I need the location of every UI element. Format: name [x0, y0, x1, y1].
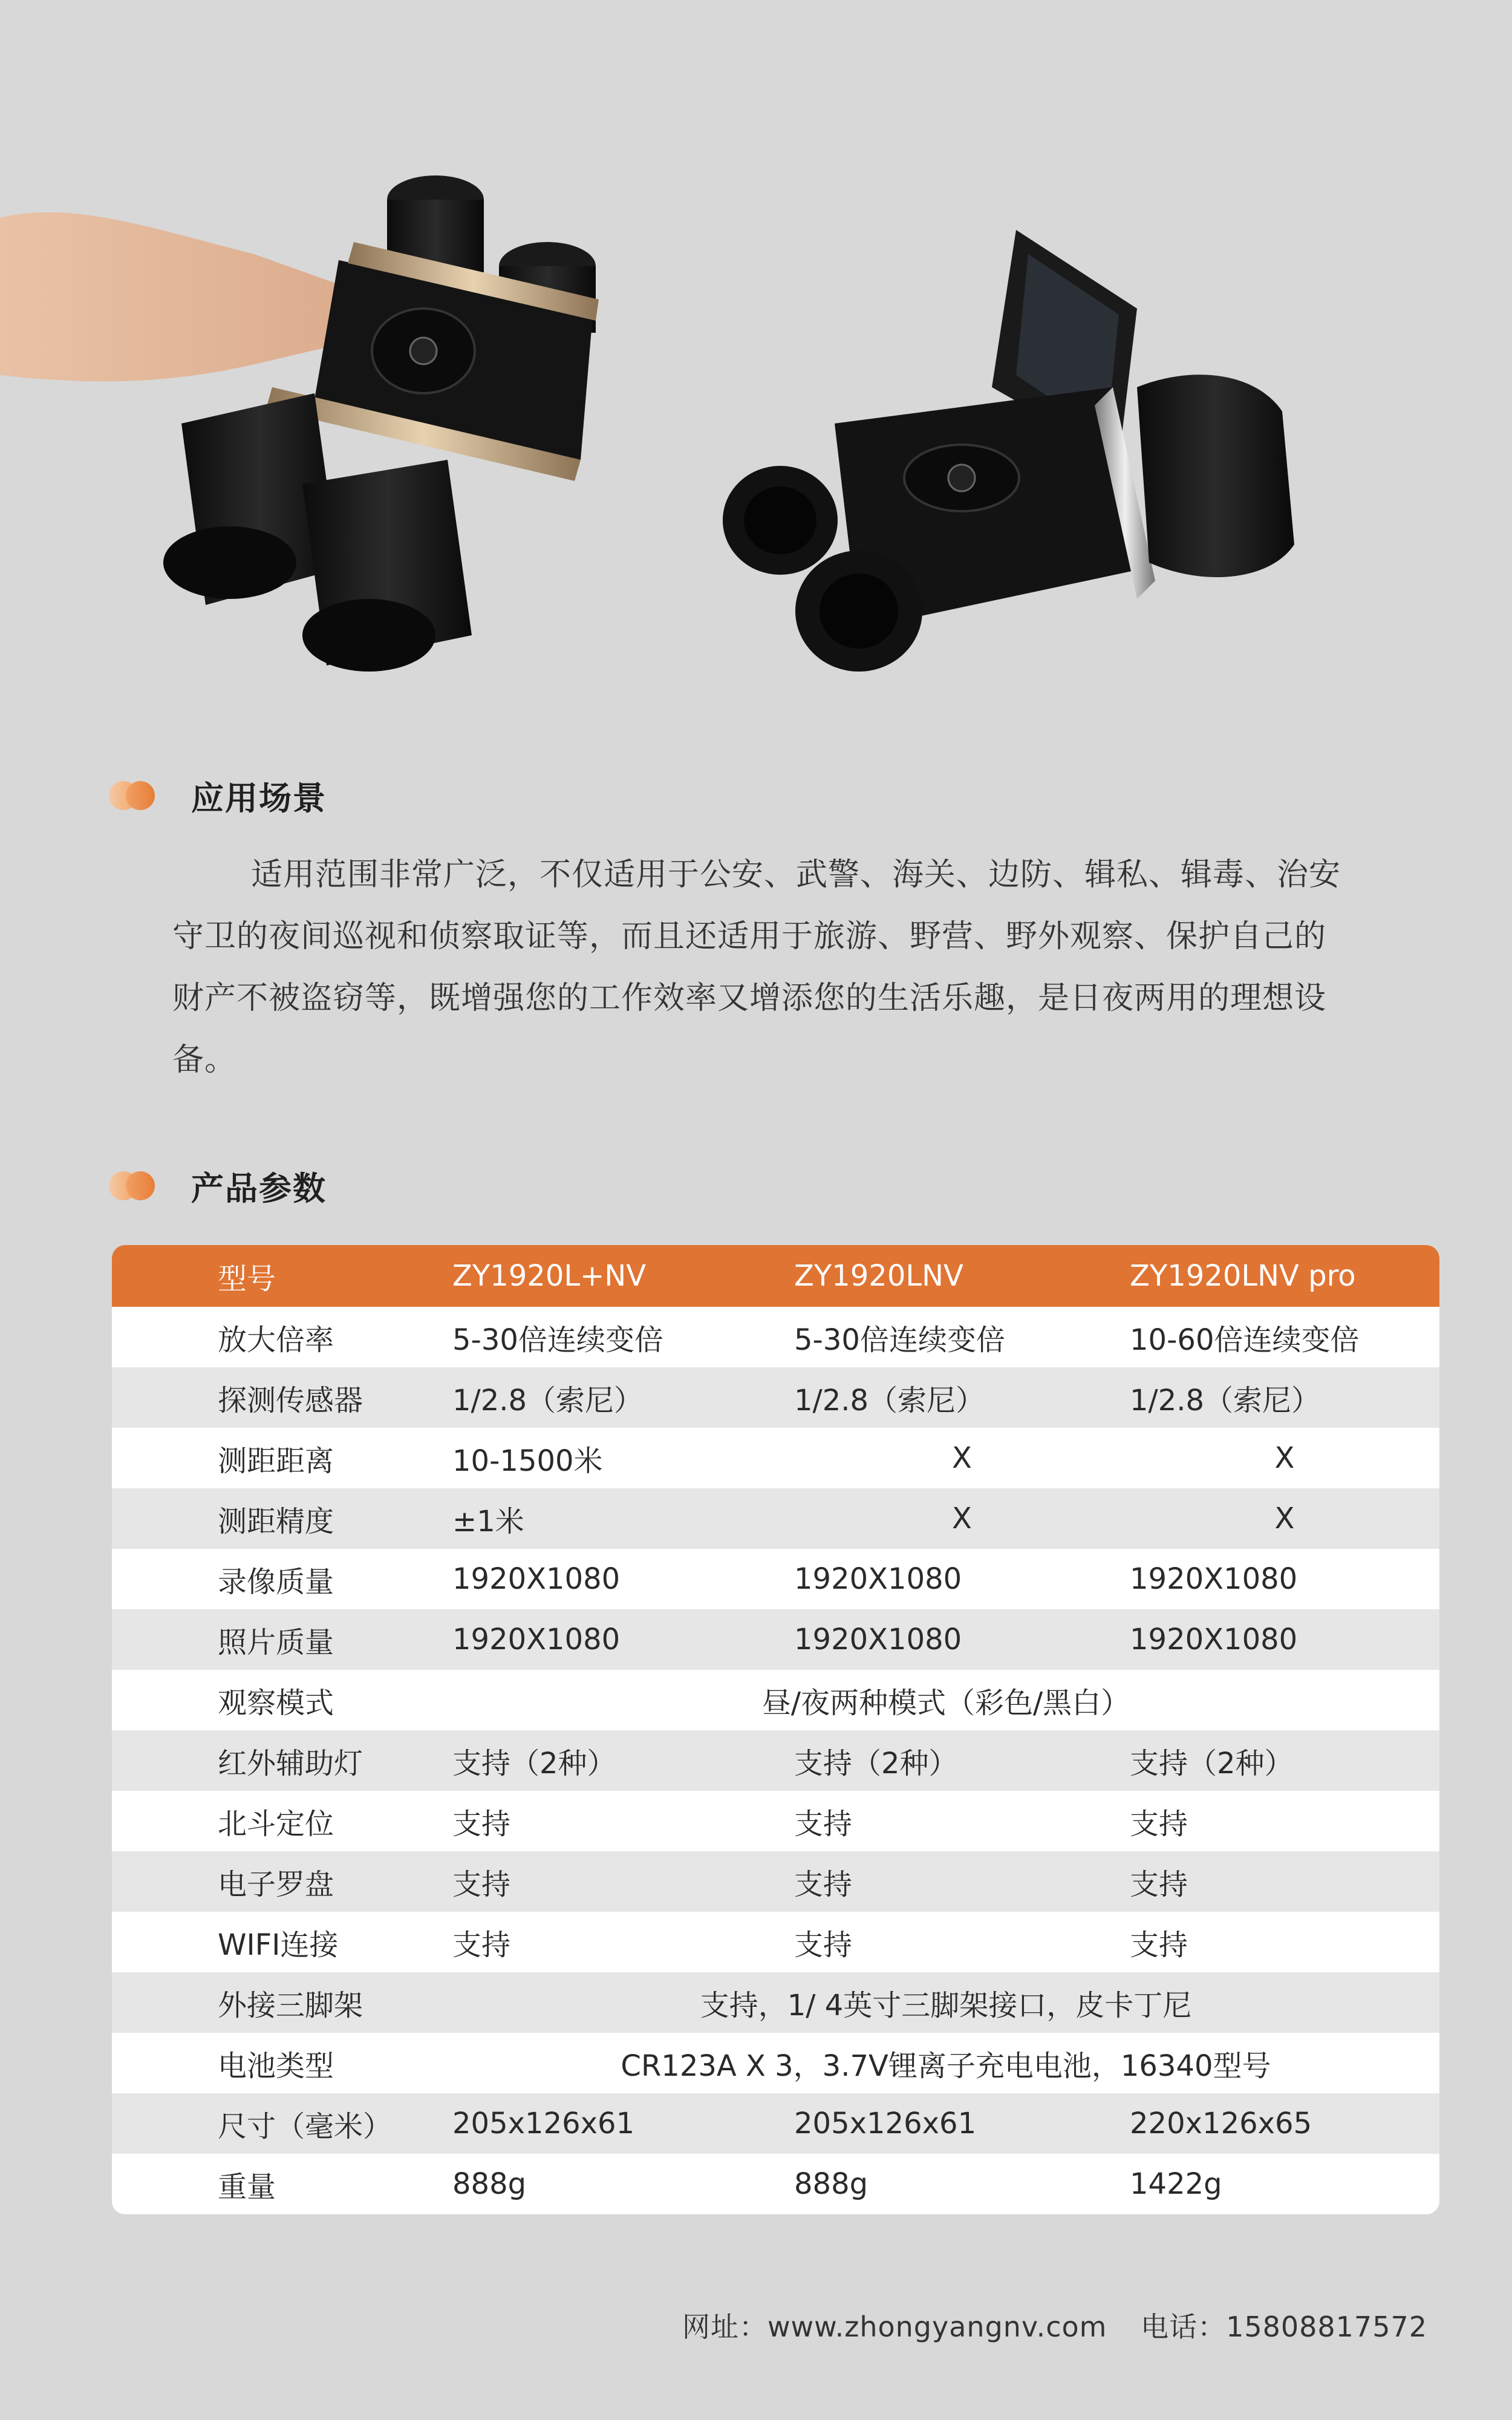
- phone-text: 电话：15808817572: [1141, 2310, 1427, 2343]
- table-cell: 支持（2种）: [452, 1730, 794, 1791]
- row-label: WIFI连接: [112, 1912, 452, 1972]
- row-label: 重量: [112, 2154, 452, 2214]
- table-cell: 205x126x61: [452, 2093, 794, 2154]
- table-row: [112, 2154, 1439, 2214]
- binocular-with-screen-image: [723, 230, 1294, 672]
- table-cell: 1/2.8（索尼）: [452, 1367, 794, 1428]
- row-label: 测距精度: [112, 1488, 452, 1549]
- table-row: [112, 1488, 1439, 1549]
- table-cell: 支持（2种）: [794, 1730, 1130, 1791]
- footer-contact: [682, 2305, 1427, 2345]
- table-cell: 205x126x61: [794, 2093, 1130, 2154]
- header-cell: ZY1920LNV: [794, 1245, 1130, 1307]
- table-cell: 1920X1080: [452, 1549, 794, 1609]
- table-cell: 1/2.8（索尼）: [1130, 1367, 1439, 1428]
- row-label: 尺寸（毫米）: [112, 2093, 452, 2154]
- table-cell: 5-30倍连续变倍: [794, 1307, 1130, 1367]
- header-cell: 型号: [112, 1245, 452, 1307]
- row-label: 电子罗盘: [112, 1851, 452, 1912]
- scene-paragraph: 适用范围非常广泛，不仅适用于公安、武警、海关、边防、辑私、辑毒、治安守卫的夜间巡视和侦察取证等，而且还适用于旅游、野营、野外观察、保护自己的财产不被盗窃等，既增强您的工作效率又增添您的生活乐趣，是日夜两用的理想设备。: [172, 857, 1341, 1078]
- table-cell: 支持，1/ 4英寸三脚架接口，皮卡丁尼: [452, 1972, 1439, 2033]
- row-label: 录像质量: [112, 1549, 452, 1609]
- orange-bullet-icon: [109, 1168, 175, 1204]
- table-row: [112, 1428, 1439, 1488]
- table-cell: 10-1500米: [452, 1428, 794, 1488]
- table-cell: X: [794, 1428, 1130, 1488]
- table-row: [112, 2093, 1439, 2154]
- table-cell: 支持: [452, 1791, 794, 1851]
- table-cell: 1920X1080: [794, 1609, 1130, 1670]
- table-cell: 220x126x65: [1130, 2093, 1439, 2154]
- section-title: 应用场景: [191, 779, 327, 817]
- table-cell: 支持: [1130, 1851, 1439, 1912]
- table-row: [112, 1791, 1439, 1851]
- table-row: [112, 1549, 1439, 1609]
- table-cell: 888g: [452, 2154, 794, 2214]
- section-header-scene: [109, 768, 327, 823]
- table-cell: 支持: [794, 1791, 1130, 1851]
- binocular-in-hand-image: [0, 175, 599, 672]
- table-cell: 1920X1080: [452, 1609, 794, 1670]
- table-cell: 昼/夜两种模式（彩色/黑白）: [452, 1670, 1439, 1730]
- table-row: [112, 1972, 1439, 2033]
- table-row: [112, 1367, 1439, 1428]
- table-cell: 10-60倍连续变倍: [1130, 1307, 1439, 1367]
- table-row: [112, 1670, 1439, 1730]
- table-cell: 支持: [1130, 1791, 1439, 1851]
- table-cell: X: [794, 1488, 1130, 1549]
- table-row: [112, 1307, 1439, 1367]
- spec-table: [112, 1245, 1439, 2214]
- table-cell: 支持（2种）: [1130, 1730, 1439, 1791]
- table-cell: 5-30倍连续变倍: [452, 1307, 794, 1367]
- orange-bullet-icon: [109, 777, 175, 814]
- section-header-params: [109, 1159, 327, 1213]
- table-cell: 888g: [794, 2154, 1130, 2214]
- table-row: [112, 1730, 1439, 1791]
- table-cell: 1920X1080: [794, 1549, 1130, 1609]
- table-cell: 支持: [794, 1912, 1130, 1972]
- table-cell: 1422g: [1130, 2154, 1439, 2214]
- table-cell: 支持: [452, 1912, 794, 1972]
- table-cell: X: [1130, 1428, 1439, 1488]
- header-cell: ZY1920L+NV: [452, 1245, 794, 1307]
- row-label: 测距距离: [112, 1428, 452, 1488]
- table-row: [112, 1609, 1439, 1670]
- table-row: [112, 1912, 1439, 1972]
- table-cell: X: [1130, 1488, 1439, 1549]
- section-title: 产品参数: [191, 1169, 327, 1208]
- table-row: [112, 1851, 1439, 1912]
- table-cell: CR123A X 3，3.7V锂离子充电电池，16340型号: [452, 2033, 1439, 2093]
- row-label: 放大倍率: [112, 1307, 452, 1367]
- table-header-row: [112, 1245, 1439, 1307]
- table-cell: 支持: [794, 1851, 1130, 1912]
- row-label: 照片质量: [112, 1609, 452, 1670]
- table-cell: 支持: [1130, 1912, 1439, 1972]
- table-cell: 1920X1080: [1130, 1609, 1439, 1670]
- table-cell: 支持: [452, 1851, 794, 1912]
- row-label: 北斗定位: [112, 1791, 452, 1851]
- table-cell: 1920X1080: [1130, 1549, 1439, 1609]
- row-label: 红外辅助灯: [112, 1730, 452, 1791]
- row-label: 外接三脚架: [112, 1972, 452, 2033]
- row-label: 电池类型: [112, 2033, 452, 2093]
- website-text: 网址：www.zhongyangnv.com: [682, 2310, 1107, 2343]
- table-row: [112, 2033, 1439, 2093]
- table-cell: 1/2.8（索尼）: [794, 1367, 1130, 1428]
- row-label: 观察模式: [112, 1670, 452, 1730]
- row-label: 探测传感器: [112, 1367, 452, 1428]
- product-photos: [0, 0, 1512, 738]
- header-cell: ZY1920LNV pro: [1130, 1245, 1439, 1307]
- table-cell: ±1米: [452, 1488, 794, 1549]
